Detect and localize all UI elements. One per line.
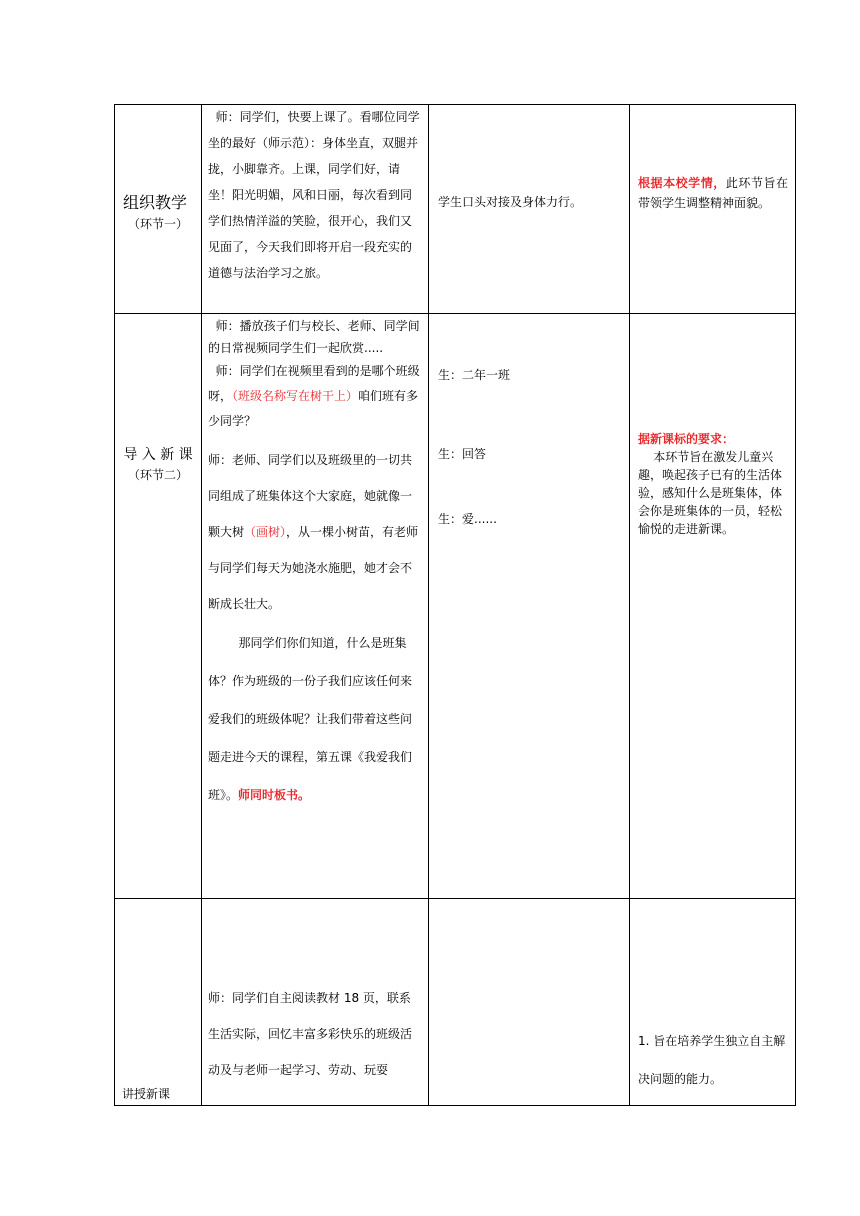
teacher-text-part: 那同学们你们知道，什么是班集体？作为班级的一份子我们应该任何来爱我们的班级体呢？让我们带着这些问题走进今天的课程，第五课《我爱我们班》。: [208, 636, 413, 802]
section-label-cell: [115, 444, 201, 483]
intent-text: 1. 旨在培养学生独立自主解决问题的能力。: [638, 1034, 786, 1086]
lesson-plan-table: [114, 104, 796, 1106]
teacher-text: 师：播放孩子们与校长、老师、同学间的日常视频同学生们一起欣赏.....: [208, 319, 420, 355]
teacher-text-highlight: （班级名称写在树干上）: [232, 389, 359, 403]
teacher-activity-cell: [208, 315, 422, 814]
table-border-left: [114, 104, 115, 1106]
design-intent-cell: [638, 1022, 790, 1098]
table-border-bottom: [114, 1105, 796, 1106]
student-answer: 生：爱......: [438, 512, 497, 526]
intent-highlight: 根据本校学情，: [638, 176, 726, 190]
student-text: 学生口头对接及身体力行。: [438, 195, 583, 209]
section-subtitle: （环节二）: [127, 468, 188, 482]
section-label-cell: [122, 1085, 200, 1102]
teacher-text: [208, 442, 422, 622]
teacher-text-part: 师：同学们在视频里看到的是哪个班级呀，: [208, 364, 420, 403]
teacher-text-part: 咱们班有多少同学？: [208, 389, 419, 428]
column-divider: [428, 104, 429, 1106]
column-divider: [201, 104, 202, 1106]
section-subtitle: （环节一）: [127, 217, 188, 231]
student-answer: 生：二年一班: [438, 368, 511, 382]
student-answer: 生：回答: [438, 447, 487, 461]
design-intent-cell: [638, 430, 790, 538]
intent-text: 此环节旨在带领学生调整精神面貌。: [638, 176, 788, 210]
teacher-activity-cell: [208, 980, 422, 1088]
teacher-text: [208, 359, 422, 434]
section-title: 导 入 新 课: [123, 447, 193, 463]
design-intent-cell: [638, 173, 788, 213]
row-divider: [114, 898, 796, 899]
section-title: 组织教学: [123, 193, 188, 212]
teacher-text: [208, 624, 422, 814]
teacher-activity-cell: [208, 104, 422, 286]
student-activity-cell: [438, 193, 624, 210]
intent-text: 本环节旨在激发儿童兴趣，唤起孩子已有的生活体验，感知什么是班集体，体会你是班集体的一员，轻松愉悦的走进新课。: [638, 450, 783, 536]
column-divider: [629, 104, 630, 1106]
teacher-text-highlight: 师同时板书。: [238, 788, 311, 802]
intent-highlight: 据新课标的要求：: [638, 432, 735, 446]
table-border-right: [795, 104, 796, 1106]
teacher-text-highlight: （画树）: [244, 525, 287, 539]
teacher-text-part: ，从一棵小树苗，有老师与同学们每天为她浇水施肥，她才会不断成长壮大。: [208, 525, 419, 611]
row-divider: [114, 313, 796, 314]
section-label-cell: [115, 190, 201, 232]
student-activity-cell: [438, 366, 624, 527]
teacher-text-part: 师：老师、同学们以及班级里的一切共同组成了班集体这个大家庭，她就像一颗大树: [208, 453, 413, 539]
section-title: 讲授新课: [122, 1087, 171, 1101]
teacher-text: 师：同学们，快要上课了。看哪位同学坐的最好（师示范）：身体坐直，双腿并拢，小脚靠齐。上课，同学们好，请坐！阳光明媚，风和日丽，每次看到同学们热情洋溢的笑脸，很开心，我们又见面了，今天我们即将开启一段充实的道德与法治学习之旅。: [208, 110, 420, 280]
teacher-text: 师：同学们自主阅读教材 18 页，联系生活实际，回忆丰富多彩快乐的班级活动及与老师一起学习、劳动、玩耍: [208, 991, 413, 1077]
